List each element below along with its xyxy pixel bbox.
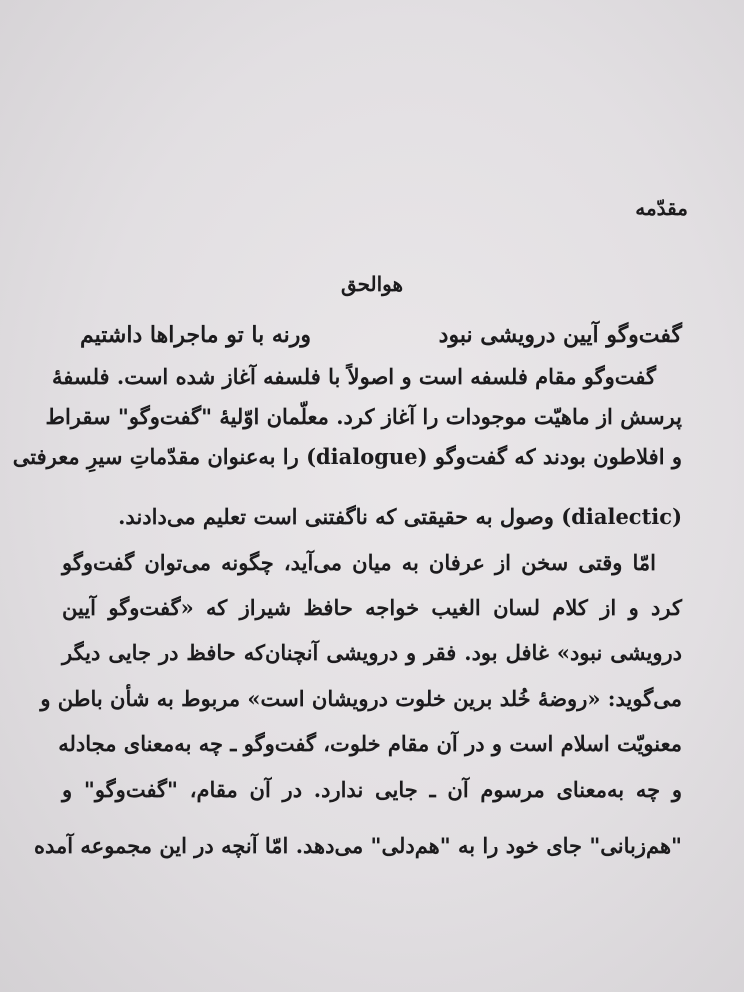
paragraph-line: معنویّت اسلام است و در آن مقام خلوت، گفت‌وگو ـ چه به‌معنای مجادله — [58, 731, 682, 756]
verse-hemistich-first: گفت‌وگو آیین درویشی نبود — [438, 322, 682, 348]
paragraph-line: "هم‌زبانی" جای خود را به "هم‌دلی" می‌دهد. امّا آنچه در این مجموعه آمده — [34, 833, 682, 858]
paragraph-line: پرسش از ماهیّت موجودات را آغاز کرد. معلّمان اوّلیهٔ "گفت‌وگو" سقراط — [45, 404, 682, 429]
paragraph-line: و افلاطون بودند که گفت‌وگو (dialogue) را به‌عنوان مقدّماتِ سیرِ معرفتی — [12, 444, 682, 469]
paragraph-line: (dialectic) وصول به حقیقتی که ناگفتنی است تعلیم می‌دادند. — [118, 504, 682, 529]
poem-verse — [80, 318, 682, 352]
paragraph-line: گفت‌وگو مقام فلسفه است و اصولاً با فلسفه آغاز شده است. فلسفهٔ — [51, 364, 656, 389]
section-heading: مقدّمه — [635, 196, 688, 220]
paragraph-line: کرد و از کلام لسان الغیب خواجه حافظ شیراز که «گفت‌وگو آیین — [62, 595, 682, 620]
verse-hemistich-second: ورنه با تو ماجراها داشتیم — [80, 322, 312, 348]
paragraph-line: می‌گوید: «روضهٔ خُلد برین خلوت درویشان است» مربوط به شأن باطن و — [40, 686, 682, 711]
paragraph-line: درویشی نبود» غافل بود. فقر و درویشی آنچنان‌که حافظ در جایی دیگر — [62, 640, 682, 665]
invocation: هوالحق — [340, 272, 404, 296]
paragraph-line: و چه به‌معنای مرسوم آن ـ جایی ندارد. در آن مقام، "گفت‌وگو" و — [62, 777, 682, 802]
paragraph-line: امّا وقتی سخن از عرفان به میان می‌آید، چگونه می‌توان گفت‌وگو — [62, 550, 656, 575]
